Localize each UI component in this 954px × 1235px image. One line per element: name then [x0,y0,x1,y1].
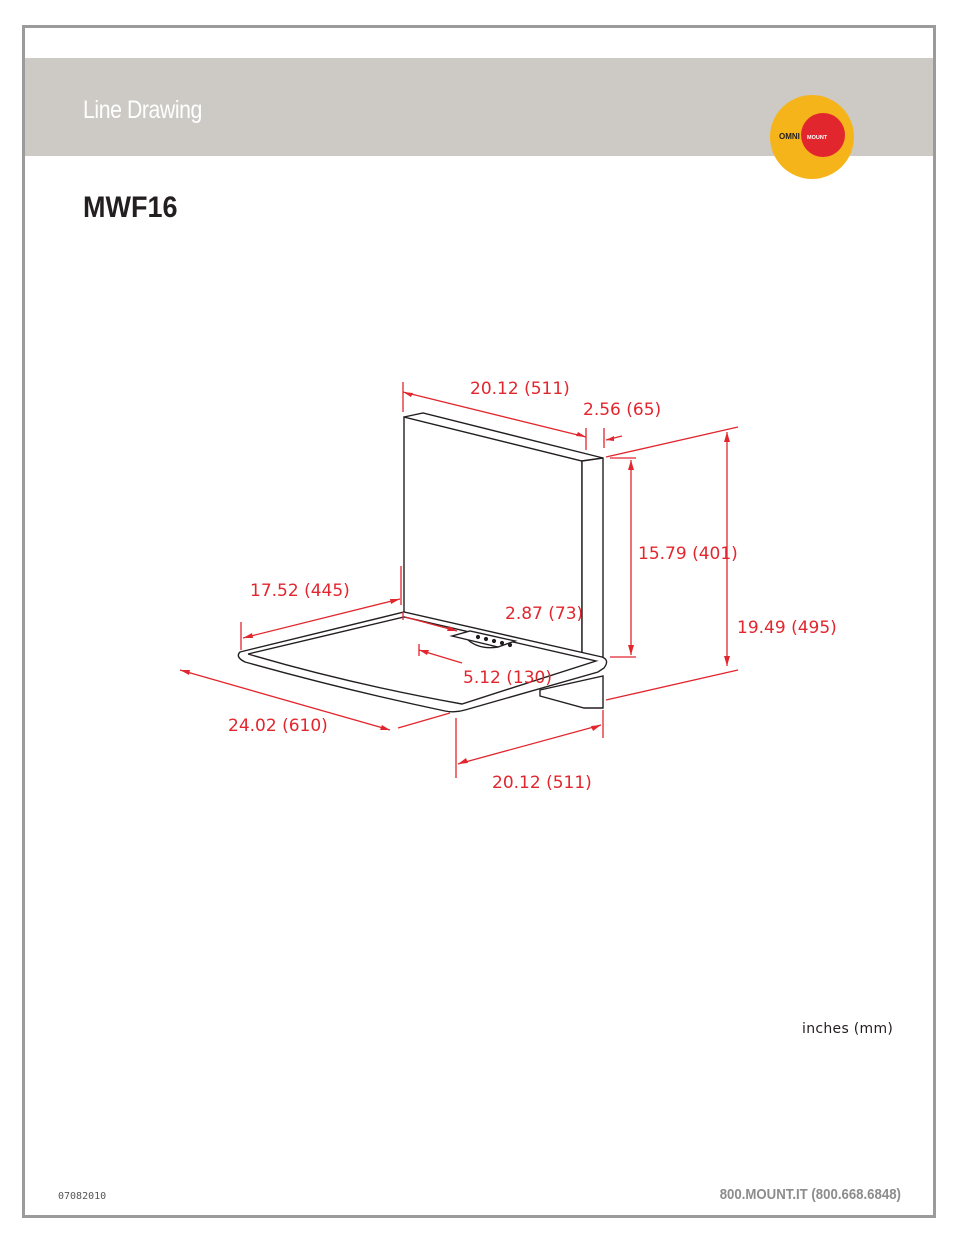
dim-shelf-depth: 17.52 (445) [250,581,350,601]
page-title: Line Drawing [83,96,202,124]
dim-base-width: 20.12 (511) [492,773,592,793]
dim-bracket-gap: 2.87 (73) [505,604,584,624]
product-outline [238,413,606,712]
logo-word-left: OMNI [779,132,800,141]
dim-bracket-width: 5.12 (130) [463,668,552,688]
dim-top-width: 20.12 (511) [470,379,570,399]
units-note: inches (mm) [802,1021,894,1037]
dim-total-height: 19.49 (495) [737,618,837,638]
logo-word-right: MOUNT [807,135,828,141]
document-code: 07082010 [58,1191,107,1202]
dim-depth-top: 2.56 (65) [583,400,662,420]
model-number: MWF16 [83,191,178,224]
contact-phone: 800.MOUNT.IT (800.668.6848) [719,1186,901,1203]
dim-panel-height: 15.79 (401) [638,544,738,564]
dim-shelf-width: 24.02 (610) [228,716,328,736]
